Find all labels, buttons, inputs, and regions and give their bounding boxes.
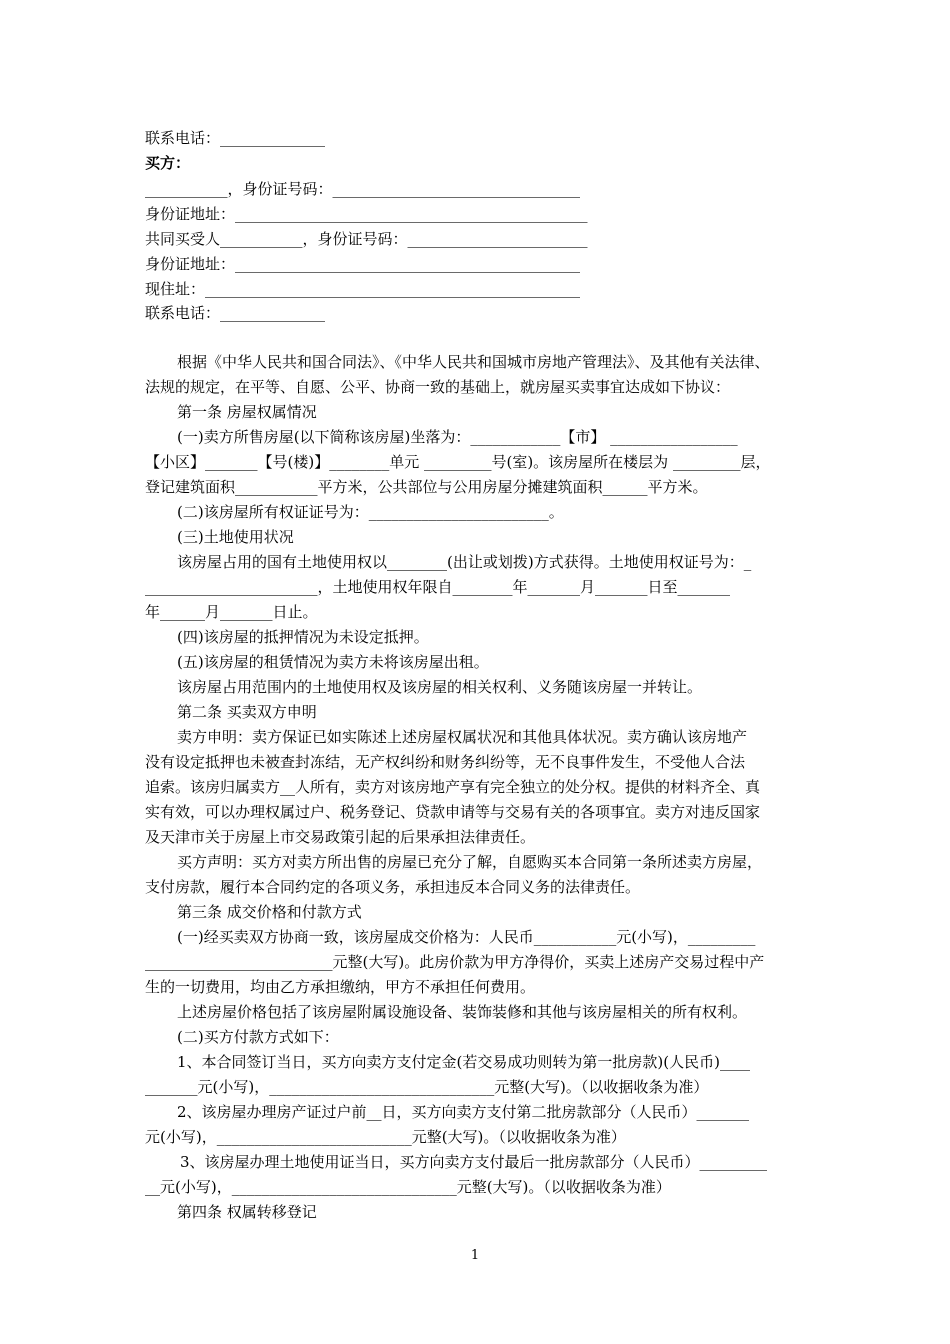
seller-statement-line-2: 没有设定抵押也未被查封冻结，无产权纠纷和财务纠纷等，无不良事件发生，不受他人合法 [145, 753, 746, 771]
article-4-heading: 第四条 权属转移登记 [177, 1203, 317, 1221]
page-number: 1 [470, 1248, 480, 1263]
land-use-line-2: _______________________，土地使用权年限自________年_______月_______日至_______ [145, 578, 731, 596]
buyer-name-id-line: ___________，身份证号码：_________________________________ [145, 180, 581, 198]
article-3-heading: 第三条 成交价格和付款方式 [177, 903, 362, 921]
article-2-heading: 第二条 买卖双方申明 [177, 703, 317, 721]
seller-statement-line-5: 及天津市关于房屋上市交易政策引起的后果承担法律责任。 [145, 828, 536, 846]
buyer-id-address-line: 身份证地址：_______________________________________________ [145, 205, 588, 223]
land-use-line-3: 年______月_______日止。 [145, 603, 318, 621]
payment-2-line-1: 2、该房屋办理房产证过户前__日，买方向卖方支付第二批房款部分（人民币）_______ [177, 1103, 750, 1121]
article-1-item-3-heading: (三)土地使用状况 [177, 528, 294, 546]
article-1-item-1-line-3: 登记建筑面积___________平方米，公共部位与公用房屋分摊建筑面积______平方米。 [145, 478, 708, 496]
land-use-line-1: 该房屋占用的国有土地使用权以________(出让或划拨)方式获得。土地使用权证号为：_ [177, 553, 752, 571]
co-buyer-line: 共同买受人___________，身份证号码：________________________ [145, 230, 588, 248]
seller-statement-line-1: 卖方申明：卖方保证已如实陈述上述房屋权属状况和其他具体状况。卖方确认该房地产 [177, 728, 748, 746]
current-address-line: 现住址：__________________________________________________ [145, 280, 581, 298]
seller-statement-line-4: 实有效，可以办理权属过户、税务登记、贷款申请等与交易有关的各项事宜。卖方对违反国家 [145, 803, 761, 821]
payment-1-line-1: 1、本合同签订当日，买方向卖方支付定金(若交易成功则转为第一批房款)(人民币)____ [177, 1053, 750, 1071]
preamble-line-1: 根据《中华人民共和国合同法》、《中华人民共和国城市房地产管理法》、及其他有关法律、 [177, 353, 770, 371]
land-rights-transfer-line: 该房屋占用范围内的土地使用权及该房屋的相关权利、义务随该房屋一并转让。 [177, 678, 703, 696]
price-includes-line: 上述房屋价格包括了该房屋附属设施设备、装饰装修和其他与该房屋相关的所有权利。 [177, 1003, 748, 1021]
article-1-item-1-line-1: (一)卖方所售房屋(以下简称该房屋)坐落为：____________【市】 _________________ [177, 428, 738, 446]
seller-phone-line: 联系电话：______________ [145, 129, 326, 147]
payment-3-line-1: 3、该房屋办理土地使用证当日，买方向卖方支付最后一批房款部分（人民币）_________ [180, 1153, 768, 1171]
payment-3-line-2: __元(小写)，______________________________元整(大写)。（以收据收条为准） [145, 1178, 671, 1196]
article-1-heading: 第一条 房屋权属情况 [177, 403, 317, 421]
payment-1-line-2: _______元(小写)，______________________________元整(大写)。（以收据收条为准） [145, 1078, 709, 1096]
article-1-item-5: (五)该房屋的租赁情况为卖方未将该房屋出租。 [177, 653, 489, 671]
article-1-item-1-line-2: 【小区】_______【号(楼)】________单元 _________号(室)。该房屋所在楼层为 _________层， [145, 453, 771, 471]
preamble-line-2: 法规的规定，在平等、自愿、公平、协商一致的基础上，就房屋买卖事宜达成如下协议： [145, 378, 731, 396]
seller-statement-line-3: 追索。该房归属卖方__人所有，卖方对该房地产享有完全独立的处分权。提供的材料齐全、真 [145, 778, 761, 796]
buyer-phone-line: 联系电话：______________ [145, 304, 326, 322]
buyer-statement-line-1: 买方声明：买方对卖方所出售的房屋已充分了解，自愿购买本合同第一条所述卖方房屋， [177, 853, 763, 871]
price-line-2: _________________________元整(大写)。此房价款为甲方净得价，买卖上述房产交易过程中产 [145, 953, 765, 971]
payment-method-heading: (二)买方付款方式如下： [177, 1028, 339, 1046]
payment-2-line-2: 元(小写)，__________________________元整(大写)。（以收据收条为准） [145, 1128, 626, 1146]
price-line-3: 生的一切费用，均由乙方承担缴纳，甲方不承担任何费用。 [145, 978, 536, 996]
article-1-item-4: (四)该房屋的抵押情况为未设定抵押。 [177, 628, 429, 646]
article-1-item-2: (二)该房屋所有权证证号为：________________________。 [177, 503, 564, 521]
co-buyer-id-address-line: 身份证地址：______________________________________________ [145, 255, 581, 273]
buyer-heading: 买方： [145, 154, 191, 172]
price-line-1: (一)经买卖双方协商一致，该房屋成交价格为：人民币___________元(小写)，_________ [177, 928, 756, 946]
buyer-statement-line-2: 支付房款，履行本合同约定的各项义务，承担违反本合同义务的法律责任。 [145, 878, 641, 896]
